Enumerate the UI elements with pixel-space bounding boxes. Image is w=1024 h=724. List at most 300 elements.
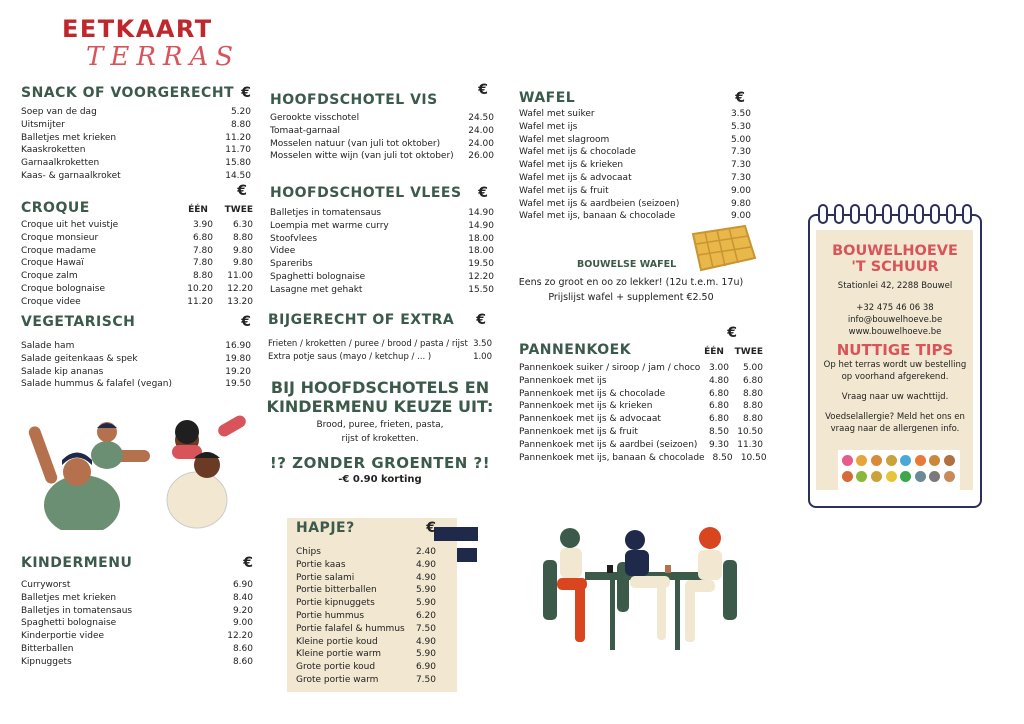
item-price: 14.90 [468,208,494,218]
menu-item-row [270,233,494,246]
restaurant-name-1: BOUWELHOEVE [832,243,958,259]
tip-2: Vraag naar uw wachttijd. [841,392,949,402]
item-name: Salade ham [21,341,75,351]
item-name: Portie falafel & hummus [296,623,405,634]
item-name: Gerookte visschotel [270,113,360,123]
item-price: 14.90 [468,220,494,231]
menu-item-row [270,138,494,151]
menu-item-row [519,439,763,452]
menu-item-row [21,245,253,258]
item-price: 15.50 [468,284,494,295]
item-name: Wafel met ijs [519,121,578,132]
item-price-twee: 9.80 [232,258,253,269]
menu-item-row [519,400,763,413]
menu-item-row [21,366,251,379]
section-title: WAFEL [519,90,576,106]
section-title: KINDERMENU [21,555,133,571]
item-name: Pannenkoek met ijs & aardbei (seizoen) [519,439,698,450]
item-name: Mosselen witte wijn (van juli tot oktober) [270,151,454,162]
tip-3a: Voedselallergie? Meld het ons en [825,412,965,422]
section-title: HOOFDSCHOTEL VLEES [270,185,462,201]
euro-sign: € [241,314,251,330]
menu-item-row [270,150,494,163]
item-name: Wafel met suiker [519,109,595,119]
menu-item-row [519,426,763,439]
item-name: Curryworst [21,580,71,590]
item-price-twee: 12.20 [227,283,253,294]
item-name: Balletjes met krieken [21,132,117,143]
section-keuze [262,378,498,487]
email: info@bouwelhoeve.be [847,315,943,325]
section-wafel [519,84,751,223]
allergen-icon [842,471,853,482]
item-price-een: 8.50 [708,426,729,437]
item-price-een: 6.80 [708,414,729,425]
menu-item-row [270,284,494,297]
spiral-ring [850,204,860,224]
menu-item-row [21,643,253,656]
menu-item-row [296,610,436,623]
item-name: Pannenkoek met ijs & advocaat [519,414,661,425]
keuze-line-2: rijst of kroketten. [341,434,419,444]
menu-item-row [519,121,751,134]
item-price-een: 3.00 [708,363,729,373]
info-content [815,243,975,435]
euro-sign: € [478,82,488,98]
item-name: Extra potje saus (mayo / ketchup / ... ) [268,351,432,362]
menu-item-row [519,452,767,465]
item-price: 5.30 [730,121,751,132]
menu-item-row [270,271,494,284]
item-price: 6.90 [415,662,436,673]
item-price-een: 8.50 [712,452,733,463]
hapje-list [296,546,436,687]
bouwelse-line-1: Eens zo groot en oo zo lekker! (12u t.e.m. 17u) [518,277,744,288]
section-title: SNACK OF VOORGERECHT [21,85,235,101]
menu-item-row [21,219,253,232]
item-price: 5.20 [230,107,251,117]
col-een: ÉÉN [188,205,208,215]
menu-item-row [21,592,253,605]
item-price-twee: 11.00 [227,271,253,282]
item-price: 4.90 [415,559,436,570]
menu-title: EETKAART [62,15,213,43]
item-price: 19.20 [225,366,251,377]
menu-item-row [519,185,751,198]
menu-item-row [21,157,251,170]
item-name: Spaghetti bolognaise [270,271,366,282]
allergen-icon [929,455,940,466]
menu-item-row [519,108,751,121]
item-name: Stoofvlees [270,233,318,244]
item-name: Salade kip ananas [21,366,104,377]
item-name: Wafel met ijs & aardbeien (seizoen) [519,198,680,209]
section-pannenkoek [519,325,767,464]
euro-sign: € [237,183,247,199]
allergen-icon [871,455,882,466]
item-price: 6.20 [415,610,436,621]
item-price: 8.60 [232,643,253,654]
bouwelse-title: BOUWELSE WAFEL [577,259,677,270]
menu-item-row [296,623,436,636]
menu-item-row [21,605,253,618]
item-name: Croque bolognaise [21,283,105,294]
vis-list [270,112,494,163]
pannenkoek-list [519,362,767,464]
woman-left [557,528,587,642]
euro-sign: € [426,520,436,536]
item-price: 12.20 [468,271,494,282]
menu-item-row [270,207,494,220]
item-price: 8.60 [232,656,253,667]
spiral-ring [898,204,908,224]
menu-item-row [296,559,436,572]
item-price: 4.90 [415,636,436,647]
item-price-twee: 5.00 [742,363,763,373]
section-bijgerecht [268,312,492,364]
menu-subtitle: TERRAS [86,42,241,72]
menu-item-row [21,378,251,391]
menu-item-row [519,134,751,147]
item-name: Uitsmijter [21,119,65,130]
item-name: Balletjes in tomatensaus [270,208,382,218]
item-name: Spaghetti bolognaise [21,618,117,629]
item-price: 5.90 [415,649,436,660]
menu-item-row [21,257,253,270]
item-name: Pannenkoek met ijs [519,375,607,386]
wafel-list [519,108,751,223]
item-price: 7.30 [730,147,751,158]
menu-item-row [21,106,251,119]
item-price-twee: 13.20 [227,296,253,307]
item-name: Pannenkoek met ijs & krieken [519,401,653,412]
col-twee: TWEE [734,347,763,357]
section-title: VEGETARISCH [21,314,136,330]
item-price: 1.00 [473,351,492,362]
menu-item-row [21,353,251,366]
item-price: 9.20 [232,605,253,616]
item-price-twee: 11.30 [737,439,763,450]
item-price-twee: 6.30 [232,220,253,230]
allergen-icon [944,455,955,466]
item-price: 6.90 [232,580,253,590]
item-name: Soep van de dag [21,107,97,117]
menu-item-row [270,245,494,258]
menu-item-row [270,112,494,125]
item-name: Kaas- & garnaalkroket [21,170,121,181]
item-name: Pannenkoek met ijs & chocolade [519,388,666,399]
item-name: Wafel met ijs & chocolade [519,147,636,158]
item-price-twee: 8.80 [232,232,253,243]
section-vlees [270,185,494,297]
spiral-ring [818,204,828,224]
section-kindermenu [21,555,253,669]
item-price: 9.00 [232,618,253,629]
korting-label: -€ 0.90 korting [338,474,422,485]
item-name: Kleine portie koud [296,636,378,647]
section-title: HAPJE? [296,520,355,536]
restaurant-name-2: 'T SCHUUR [851,259,939,275]
item-name: Wafel met ijs & advocaat [519,172,632,183]
item-name: Frieten / kroketten / puree / brood / pasta / rijst [268,339,468,349]
bijgerecht-list [268,338,492,364]
euro-sign: € [727,325,737,341]
item-name: Croque zalm [21,271,78,282]
item-price-een: 6.80 [708,401,729,412]
father-figure [27,425,150,530]
menu-item-row [21,296,253,309]
item-price-een: 3.90 [192,220,213,230]
item-price: 24.00 [468,125,494,136]
menu-item-row [296,636,436,649]
item-name: Pannenkoek met ijs, banaan & chocolade [519,452,705,463]
allergen-icon [915,455,926,466]
allergen-icon [929,471,940,482]
item-name: Chips [296,547,321,557]
menu-item-row [21,340,251,353]
bouwelse-line-2: Prijslijst wafel + supplement €2.50 [548,292,714,303]
menu-item-row [21,579,253,592]
website: www.bouwelhoeve.be [848,327,942,337]
item-price-twee: 10.50 [740,452,767,463]
section-vis [270,82,494,163]
allergen-icon [915,471,926,482]
item-price-twee: 6.80 [742,375,763,386]
phone: +32 475 46 06 38 [856,303,934,313]
item-price: 19.50 [225,379,251,390]
item-price: 11.70 [225,145,251,156]
allergen-icon [871,471,882,482]
mother-figure [167,413,248,528]
item-name: Grote portie koud [296,662,376,673]
menu-item-row [296,584,436,597]
item-price: 12.20 [227,631,253,642]
menu-item-row [296,674,436,687]
item-price-een: 4.80 [708,375,729,386]
menu-item-row [296,597,436,610]
item-price-een: 6.80 [708,388,729,399]
item-name: Garnaalkroketten [21,158,100,169]
menu-item-row [296,648,436,661]
menu-item-row [268,338,492,351]
allergen-icon [842,455,853,466]
item-price: 8.40 [232,592,253,603]
menu-item-row [21,283,253,296]
section-title: PANNENKOEK [519,342,632,358]
item-price: 8.80 [230,119,251,130]
item-price: 7.50 [415,623,436,634]
tips-title: NUTTIGE TIPS [836,341,954,359]
item-name: Mosselen natuur (van juli tot oktober) [270,138,441,149]
item-price: 3.50 [730,109,751,119]
item-name: Lasagne met gehakt [270,284,363,295]
tip-3b: vraag naar de allergenen info. [830,424,960,434]
menu-item-row [519,159,751,172]
section-title: CROQUE [21,200,90,216]
item-name: Tomaat-garnaal [270,125,341,136]
item-name: Loempia met warme curry [270,220,389,231]
keuze-heading-1: BIJ HOOFDSCHOTELS EN [270,378,490,397]
item-name: Pannenkoek met ijs & fruit [519,426,638,437]
item-name: Croque videe [21,296,81,307]
decor-bar [434,527,478,541]
item-price: 9.00 [730,211,751,222]
item-price: 9.80 [730,198,751,209]
menu-item-row [296,546,436,559]
menu-item-row [270,220,494,233]
item-name: Wafel met ijs & fruit [519,185,609,196]
spiral-ring [946,204,956,224]
item-name: Salade hummus & falafel (vegan) [21,379,173,390]
vegetarisch-list [21,340,251,391]
menu-item-row [519,413,763,426]
item-price: 4.90 [415,572,436,583]
item-price: 15.80 [225,158,251,169]
item-name: Grote portie warm [296,674,379,685]
item-price-twee: 8.80 [742,388,763,399]
decor-bar [457,548,477,562]
item-price: 5.90 [415,598,436,609]
tip-1a: Op het terras wordt uw bestelling [823,360,967,370]
col-twee: TWEE [224,205,253,215]
menu-item-row [519,362,763,375]
item-name: Videe [270,246,296,257]
menu-item-row [519,146,751,159]
item-price: 11.20 [225,132,251,143]
menu-item-row [296,572,436,585]
item-name: Bitterballen [21,643,74,654]
item-price-twee: 9.80 [232,245,253,256]
waffle-icon [683,222,759,274]
vlees-list [270,207,494,297]
menu-item-row [519,388,763,401]
item-name: Wafel met ijs & krieken [519,160,624,171]
spiral-ring [866,204,876,224]
item-price: 16.90 [225,341,251,351]
item-name: Kinderportie videe [21,631,105,642]
menu-item-row [270,125,494,138]
col-een: ÉÉN [704,347,724,357]
allergen-icon [886,455,897,466]
item-price-twee: 8.80 [742,401,763,412]
item-name: Portie bitterballen [296,585,377,596]
menu-item-row [268,351,492,364]
item-price: 14.50 [225,170,251,181]
keuze-line-1: Brood, puree, frieten, pasta, [316,420,444,430]
euro-sign: € [478,185,488,201]
euro-sign: € [735,90,745,106]
item-price-twee: 10.50 [737,426,763,437]
item-price-een: 6.80 [192,232,213,243]
allergen-icon [856,471,867,482]
bouwelse-info [512,275,750,305]
item-name: Portie kipnuggets [296,598,375,609]
section-vegetarisch [21,314,251,391]
spiral-ring [914,204,924,224]
item-price-een: 7.80 [192,245,213,256]
item-price: 24.00 [468,138,494,149]
item-price: 5.90 [415,585,436,596]
item-price: 19.80 [225,353,251,364]
item-name: Croque madame [21,245,96,256]
menu-item-row [21,656,253,669]
spiral-ring [930,204,940,224]
woman-right [685,527,722,642]
item-price: 19.50 [468,259,494,270]
zonder-groenten: !? ZONDER GROENTEN ?! [269,454,491,472]
euro-sign: € [241,85,251,101]
item-price: 7.30 [730,160,751,171]
item-price-een: 8.80 [192,271,213,282]
item-name: Kleine portie warm [296,649,382,660]
menu-item-row [21,617,253,630]
cafe-illustration [535,520,750,655]
item-name: Balletjes met krieken [21,592,117,603]
kindermenu-list [21,579,253,669]
item-price-een: 11.20 [187,296,213,307]
woman-middle [625,530,670,640]
item-price-een: 10.20 [187,283,213,294]
keuze-heading-2: KINDERMENU KEUZE UIT: [266,397,494,416]
menu-item-row [21,119,251,132]
menu-item-row [21,270,253,283]
spiral-ring [834,204,844,224]
tip-1b: op voorhand afgerekend. [841,372,949,382]
euro-sign: € [243,555,253,571]
item-price: 5.00 [730,134,751,145]
item-name: Salade geitenkaas & spek [21,353,138,364]
spiral-ring [962,204,972,224]
menu-item-row [270,258,494,271]
item-name: Croque uit het vuistje [21,220,119,230]
address: Stationlei 42, 2288 Bouwel [837,281,953,291]
item-name: Portie salami [296,572,355,583]
allergen-icon [944,471,955,482]
item-name: Croque monsieur [21,232,99,243]
item-name: Pannenkoek suiker / siroop / jam / choco [519,363,701,373]
item-price: 9.00 [730,185,751,196]
item-name: Spareribs [270,259,313,270]
item-price: 3.50 [473,339,492,349]
item-price: 2.40 [415,547,436,557]
allergen-icons [838,450,960,490]
menu-item-row [296,661,436,674]
item-price-twee: 8.80 [742,414,763,425]
allergen-icon [900,455,911,466]
allergen-icon [856,455,867,466]
snack-list [21,106,251,183]
menu-item-row [519,375,763,388]
hapje-content [296,520,436,687]
family-illustration [22,410,252,530]
item-name: Kipnuggets [21,656,72,667]
section-title: HOOFDSCHOTEL VIS [270,92,438,108]
item-name: Portie kaas [296,559,346,570]
menu-item-row [21,232,253,245]
item-name: Wafel met slagroom [519,134,610,145]
menu-item-row [21,170,251,183]
item-price: 7.50 [415,674,436,685]
item-price-een: 9.30 [708,439,729,450]
euro-sign: € [476,312,486,328]
item-price: 7.30 [730,172,751,183]
item-name: Kaaskroketten [21,145,86,156]
section-croque [21,183,253,309]
item-name: Balletjes in tomatensaus [21,605,133,616]
item-price: 24.50 [468,113,494,123]
item-price: 18.00 [468,233,494,244]
section-title: BIJGERECHT OF EXTRA [268,312,455,328]
